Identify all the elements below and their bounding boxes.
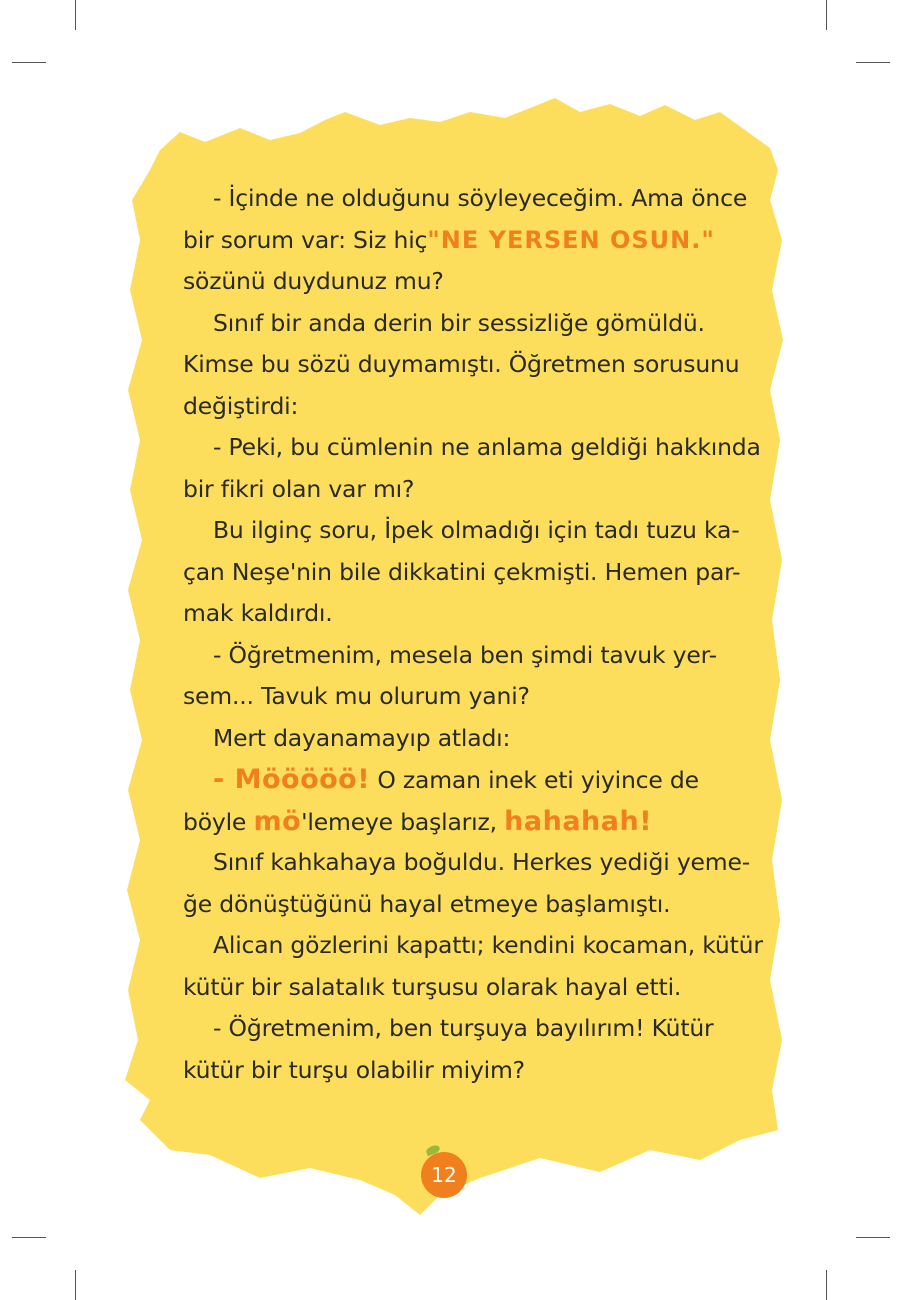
highlight-text: hahahah! [504,805,653,837]
text-line: sözünü duydunuz mu? [183,267,444,295]
text-line [183,801,707,843]
text-line: Kimse bu sözü duymamıştı. Öğretmen sorusunu [183,350,740,378]
text-line: kütür bir turşu olabilir miyim? [183,1055,525,1084]
text-line: - İçinde ne olduğunu söyleyeceğim. Ama önce [213,184,748,212]
highlight-text: - Mööööö! [213,764,371,795]
text-span: bir sorum var: Siz hiç [183,225,428,254]
text-line: Mert dayanamayıp atladı: [213,723,511,752]
text-line: Alican gözlerini kapattı; kendini kocaman, kütür [213,931,763,959]
text-span: 'lemeye başlarız, [301,807,505,836]
text-line: - Öğretmenim, mesela ben şimdi tavuk yer- [213,640,717,669]
text-line: Sınıf bir anda derin bir sessizliğe gömüldü. [213,308,705,337]
text-line: bir fikri olan var mı? [183,474,415,503]
text-line: - Öğretmenim, ben turşuya bayılırım! Kütür [213,1014,714,1042]
story-text [183,178,763,1091]
highlight-text: "NE YERSEN OSUN." [427,225,715,254]
text-line [183,220,715,262]
page-number: 12 [421,1152,467,1198]
text-line: çan Neşe'nin bile dikkatini çekmişti. Hemen par- [183,557,741,586]
text-line: - Peki, bu cümlenin ne anlama geldiği hakkında [213,433,761,461]
text-line: Sınıf kahkahaya boğuldu. Herkes yediği yeme- [213,848,751,876]
text-span: O zaman inek eti yiyince de [370,766,699,794]
text-line: sem... Tavuk mu olurum yani? [183,682,530,710]
text-line: değiştirdi: [183,391,299,420]
text-line: mak kaldırdı. [183,599,333,627]
text-line: kütür bir salatalık turşusu olarak hayal etti. [183,972,682,1001]
text-line [183,759,707,801]
text-span: böyle [183,807,254,836]
text-line: ğe dönüştüğünü hayal etmeye başlamıştı. [183,889,671,918]
text-line: Bu ilginç soru, İpek olmadığı için tadı tuzu ka- [213,516,740,544]
highlight-text: mö [253,805,302,837]
